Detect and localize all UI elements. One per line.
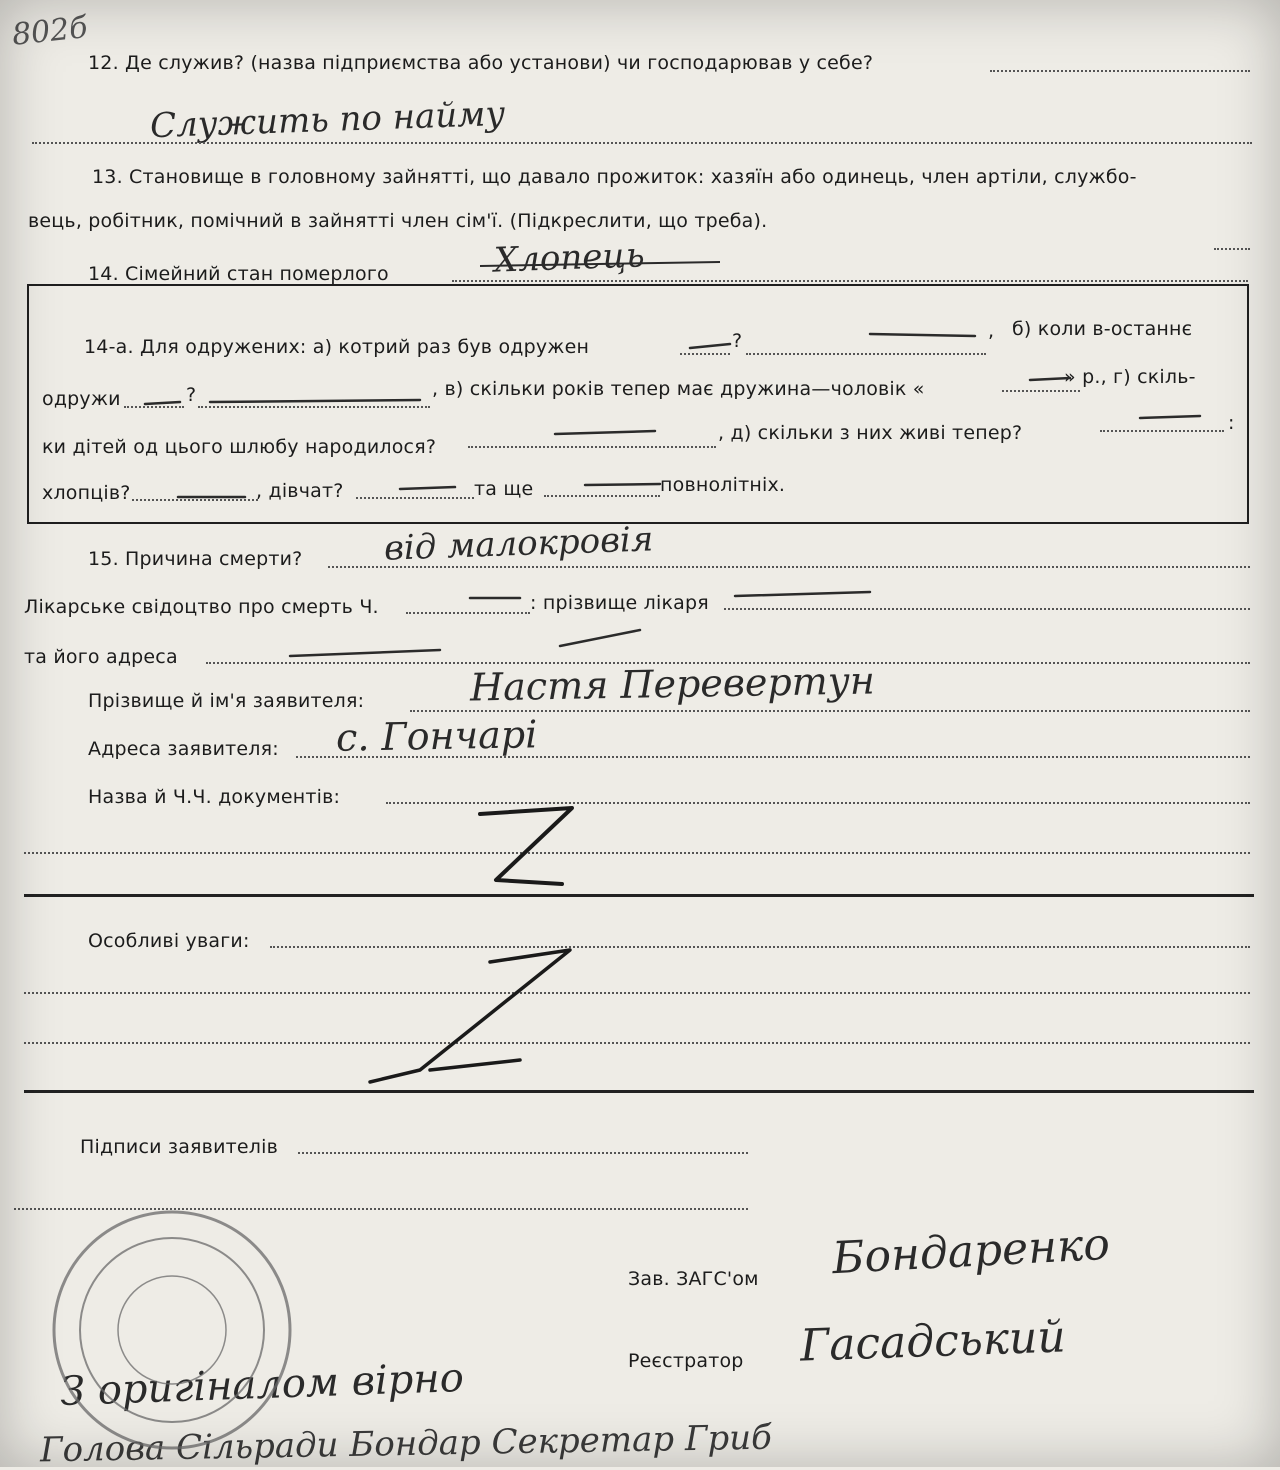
q15-label: 15. Причина смерти? bbox=[88, 548, 303, 570]
q14a-line3a: ки дітей од цього шлюбу народилося? bbox=[42, 436, 437, 458]
q12-answer: Служить по найму bbox=[149, 93, 506, 147]
registrar-signature: Гасадський bbox=[799, 1311, 1067, 1372]
doctor-name-label: : прізвище лікаря bbox=[530, 592, 709, 614]
q14a-colon: : bbox=[1228, 412, 1235, 434]
certified-copy-note: З оригіналом вірно bbox=[59, 1354, 465, 1416]
q14a-line2c: » р., г) скіль- bbox=[1064, 366, 1196, 388]
q12-label: 12. Де служив? (назва підприємства або установи) чи господарював у себе? bbox=[88, 52, 874, 74]
doctor-address-label: та його адреса bbox=[24, 646, 178, 668]
q14a-line3b: , д) скільки з них живі тепер? bbox=[718, 422, 1023, 444]
applicant-name-label: Прізвище й ім'я заявителя: bbox=[88, 690, 365, 712]
registrar-label: Реєстратор bbox=[628, 1350, 744, 1372]
q13-line2: вець, робітник, помічний в зайнятті член сім'ї. (Підкреслити, що треба). bbox=[28, 210, 768, 232]
q14-label: 14. Сімейний стан померлого bbox=[88, 263, 389, 285]
remarks-label: Особливі уваги: bbox=[88, 930, 250, 952]
applicant-address-answer: с. Гончарі bbox=[335, 712, 538, 760]
q14a-line4a: хлопців? bbox=[42, 482, 131, 504]
q14a-line4c: та ще bbox=[474, 478, 534, 500]
q13-line1: 13. Становище в головному зайнятті, що давало прожиток: хазяїн або одинець, член артіли, службо- bbox=[92, 166, 1137, 188]
applicant-name-answer: Настя Перевертун bbox=[469, 658, 876, 710]
q14a-qmark-2: ? bbox=[186, 384, 197, 406]
bottom-signature-line: Голова Сільради Бондар Секретар Гриб bbox=[39, 1417, 773, 1470]
q14a-line2b: , в) скільки років тепер має дружина—чоловік « bbox=[432, 378, 925, 400]
documents-label: Назва й Ч.Ч. документів: bbox=[88, 786, 341, 808]
q14a-qmark-1: ? bbox=[732, 330, 743, 352]
q15-answer: від малокровія bbox=[383, 519, 654, 569]
q14-answer: Хлопець bbox=[493, 235, 646, 281]
head-label: Зав. ЗАГС'ом bbox=[628, 1268, 759, 1290]
signatures-label: Підписи заявителів bbox=[80, 1136, 279, 1158]
q14a-line1b: б) коли в-останнє bbox=[1012, 318, 1193, 340]
head-signature: Бондаренко bbox=[830, 1218, 1112, 1285]
q14a-line1a: 14-а. Для одружених: а) котрий раз був одружен bbox=[84, 336, 590, 358]
q14a-line4b: , дівчат? bbox=[256, 480, 344, 502]
q14a-line4d: повнолітніх. bbox=[660, 474, 786, 496]
medical-cert-label: Лікарське свідоцтво про смерть Ч. bbox=[24, 596, 379, 618]
applicant-address-label: Адреса заявителя: bbox=[88, 738, 279, 760]
q14a-comma-1: , bbox=[988, 320, 995, 342]
q14a-line2a: одружи bbox=[42, 388, 121, 410]
archive-number: 802б bbox=[10, 10, 90, 53]
